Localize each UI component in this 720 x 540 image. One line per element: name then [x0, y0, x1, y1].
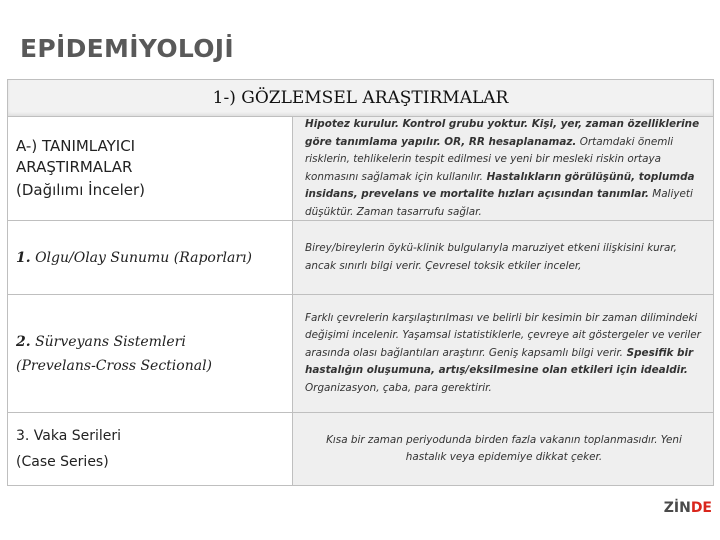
row-label-subtitle: (Case Series)	[16, 454, 109, 470]
table-row	[8, 295, 714, 413]
row-description: Birey/bireylerin öykü-klinik bulgularıyla maruziyet etkeni ilişkisini kurar, ancak sınırlı bilgi verir. Çevresel toksik etkiler inceler,	[305, 242, 677, 272]
row-label-text: Olgu/Olay Sunumu (Raporları)	[30, 249, 252, 266]
row-label	[16, 246, 284, 270]
row-description: Kısa bir zaman periyodunda birden fazla vakanın toplanmasıdır. Yeni hastalık veya epidemiye dikkat çeker.	[326, 433, 682, 463]
row-description-cell	[293, 117, 714, 220]
description-text: Maliyeti düşüktür. Zaman tasarrufu sağlar.	[305, 188, 693, 218]
row-label-line: A-) TANIMLAYICI	[16, 137, 136, 155]
description-bold: Hipotez kurulur. Kontrol grubu yoktur. Kişi, yer, zaman özelliklerine göre tanımlama yapılır. OR, RR hesaplanamaz.	[305, 118, 700, 148]
row-description	[305, 116, 703, 221]
row-description	[305, 310, 703, 398]
table-row	[8, 413, 714, 486]
description-text: Ortamdaki önemli risklerin, tehlikelerin tespit edilmesi ve yeni bir mesleki riskin ortaya konmasını sağlamak için kullanılır.	[305, 135, 674, 183]
row-description-cell	[293, 295, 714, 412]
row-label	[16, 330, 284, 354]
description-text: Organizasyon, çaba, para gerektirir.	[305, 381, 492, 394]
zinde-logo: ZİNDE	[663, 500, 712, 516]
observational-research-table	[7, 79, 714, 486]
table-header-row	[8, 80, 714, 117]
row-number: 2.	[16, 333, 31, 350]
description-text: Farklı çevrelerin karşılaştırılması ve belirli bir kesimin bir zaman dilimindeki değişimi incelenir. Yaşamsal istatistiklerle, çevreye ait göstergeler ve veriler arasında olası bağlantıları araştırır. Geniş kapsamlı bilgi verir.	[305, 311, 701, 359]
row-description-cell	[293, 413, 714, 485]
row-label-cell	[8, 221, 293, 294]
row-number: 1.	[16, 249, 31, 266]
row-label-text: Sürveyans Sistemleri	[30, 333, 186, 350]
row-label-cell	[8, 413, 293, 485]
table-row	[8, 221, 714, 295]
row-label-line: ARAŞTIRMALAR	[16, 158, 133, 176]
row-label-cell	[8, 295, 293, 412]
row-label-subtitle: (Prevelans-Cross Sectional)	[16, 357, 213, 374]
row-label: 3. Vaka Serileri	[16, 428, 122, 444]
page-title: EPİDEMİYOLOJİ	[20, 34, 234, 63]
row-description-cell	[293, 221, 714, 294]
row-label-subtitle: (Dağılımı İnceler)	[16, 181, 145, 199]
row-label-cell	[8, 117, 293, 220]
description-bold: Hastalıkların görülüşünü, toplumda insidans, prevelans ve mortalite hızları açısından tanımlar.	[305, 170, 695, 200]
table-header: 1-) GÖZLEMSEL ARAŞTIRMALAR	[8, 80, 714, 116]
table-row	[8, 117, 714, 221]
description-bold: Spesifik bir hastalığın oluşumuna, artış/eksilmesine olan etkileri için idealdir.	[305, 346, 694, 377]
